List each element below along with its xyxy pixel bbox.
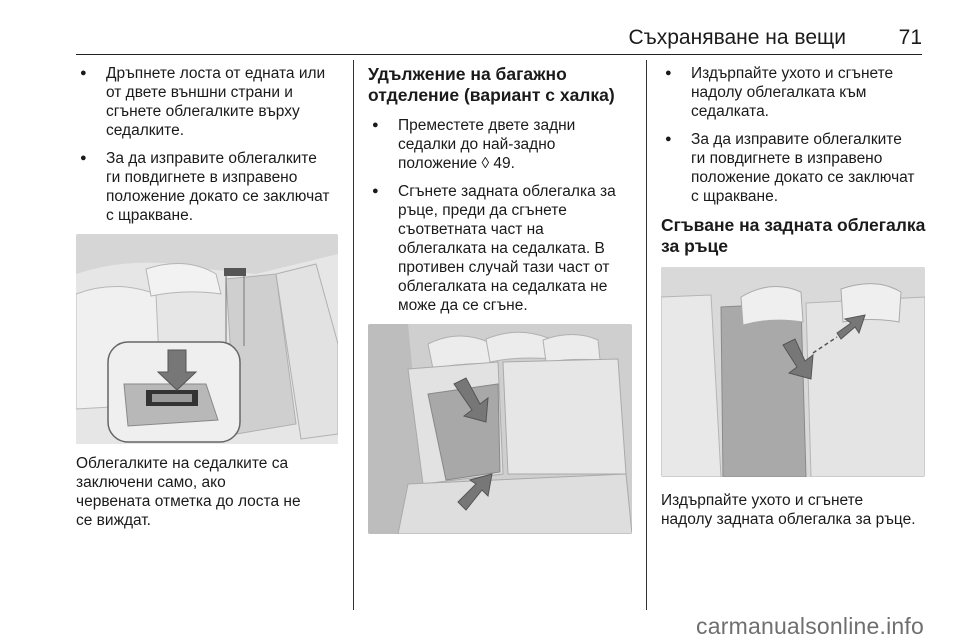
- column-2: [368, 60, 634, 534]
- page-header: [76, 24, 922, 55]
- line: седалки до най-задно: [398, 136, 556, 153]
- line: от двете външни страни и: [106, 84, 293, 101]
- line: ● Дръпнете лоста от едната или: [106, 65, 326, 82]
- list-item: [368, 116, 634, 173]
- armrest-fold-illustration: [368, 324, 632, 534]
- line: червената отметка до лоста не: [76, 493, 301, 510]
- line: Издърпайте ухото и сгънете: [661, 492, 864, 509]
- line: положение ◊ 49.: [398, 155, 515, 172]
- line: ● Сгънете задната облегалка за: [398, 183, 616, 200]
- line: положение докато се заключат: [106, 188, 330, 205]
- line: за ръце: [661, 236, 729, 256]
- line: надолу облегалката към: [691, 84, 867, 101]
- line: Сгъване на задната облегалка: [661, 215, 926, 235]
- column-1: [76, 60, 344, 530]
- bullet-list: [76, 64, 344, 225]
- list-item: [661, 130, 929, 206]
- line: надолу задната облегалка за ръце.: [661, 511, 916, 528]
- line: може да се сгъне.: [398, 297, 528, 314]
- line: ръце, преди да сгънете: [398, 202, 567, 219]
- line: облегалката на седалката. В: [398, 240, 605, 257]
- line: отделение (вариант с халка): [368, 85, 615, 105]
- section-heading: [661, 215, 929, 257]
- line: ● За да изправите облегалките: [106, 150, 317, 167]
- line: заключени само, ако: [76, 474, 226, 491]
- line: ● Преместете двете задни: [398, 117, 576, 134]
- line: с щракване.: [691, 188, 778, 205]
- column-divider: [646, 60, 647, 610]
- line: седалките.: [106, 122, 185, 139]
- bullet-list: [661, 64, 929, 206]
- line: противен случай тази част от: [398, 259, 610, 276]
- column-divider: [353, 60, 354, 610]
- line: положение докато се заключат: [691, 169, 915, 186]
- line: с щракване.: [106, 207, 193, 224]
- page-title: Съхраняване на вещи: [628, 26, 846, 49]
- column-3: [661, 60, 929, 529]
- seat-lever-illustration: [76, 234, 338, 444]
- line: ги повдигнете в изправено: [106, 169, 298, 186]
- list-item: [76, 149, 344, 225]
- list-item: [661, 64, 929, 121]
- line: седалката.: [691, 103, 769, 120]
- line: Удължение на багажно: [368, 64, 567, 84]
- rear-armrest-illustration: [661, 267, 925, 477]
- section-heading: [368, 64, 634, 106]
- line: сгънете облегалките върху: [106, 103, 300, 120]
- line: се виждат.: [76, 512, 151, 529]
- line: ● Издърпайте ухото и сгънете: [691, 65, 894, 82]
- watermark: carmanualsonline.info: [696, 613, 924, 639]
- figure-caption: [76, 454, 344, 530]
- line: съответната част на: [398, 221, 544, 238]
- list-item: [368, 182, 634, 315]
- list-item: [76, 64, 344, 140]
- page-number: 71: [898, 26, 922, 49]
- line: ги повдигнете в изправено: [691, 150, 883, 167]
- line: ● За да изправите облегалките: [691, 131, 902, 148]
- figure-caption: [661, 491, 929, 529]
- line: облегалката на седалката не: [398, 278, 608, 295]
- line: Облегалките на седалките са: [76, 455, 289, 472]
- bullet-list: [368, 116, 634, 315]
